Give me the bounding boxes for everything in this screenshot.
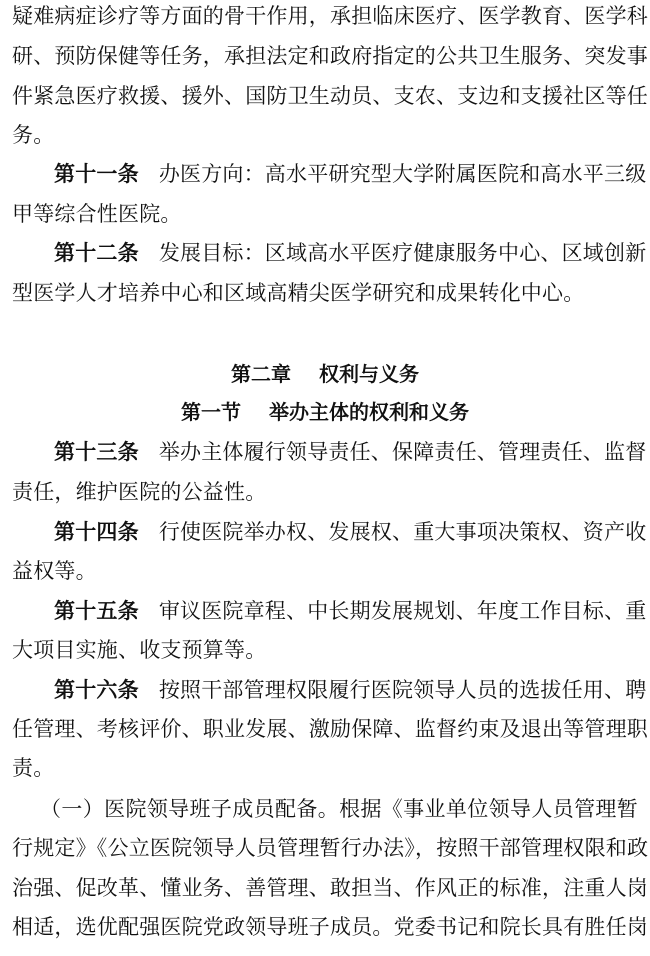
article-number: 第十六条 <box>54 677 139 702</box>
article-text: 发展目标：区域高水平医疗健康服务中心、区域创新 <box>158 241 647 265</box>
text-line: 责任，维护医院的公益性。 <box>12 480 267 504</box>
text-line: 大项目实施、收支预算等。 <box>12 638 267 662</box>
chapter-title: 权利与义务 <box>319 362 419 386</box>
article-14 <box>12 519 647 545</box>
section-number: 第一节 <box>181 400 241 424</box>
article-number: 第十二条 <box>54 240 139 265</box>
text-line: 相适，选优配强医院党政领导班子成员。党委书记和院长具有胜任岗 <box>12 915 648 939</box>
text-line: 型医学人才培养中心和区域高精尖医学研究和成果转化中心。 <box>12 281 585 305</box>
article-12 <box>12 240 647 266</box>
article-text: 按照干部管理权限履行医院领导人员的选拔任用、聘 <box>158 678 647 702</box>
chapter-number: 第二章 <box>231 362 291 386</box>
text-line: 疑难病症诊疗等方面的骨干作用，承担临床医疗、医学教育、医学科 <box>12 4 648 28</box>
article-11 <box>12 161 647 187</box>
article-number: 第十三条 <box>54 439 139 464</box>
section-heading <box>0 399 650 425</box>
text-line: 益权等。 <box>12 559 97 583</box>
section-title: 举办主体的权利和义务 <box>269 400 469 424</box>
article-text: 行使医院举办权、发展权、重大事项决策权、资产收 <box>158 520 647 544</box>
text-line: 件紧急医疗救援、援外、国防卫生动员、支农、支边和支援社区等任 <box>12 84 648 108</box>
text-line: （一）医院领导班子成员配备。根据《事业单位领导人员管理暂 <box>40 797 638 821</box>
article-text: 审议医院章程、中长期发展规划、年度工作目标、重 <box>158 599 647 623</box>
article-number: 第十一条 <box>54 161 139 186</box>
text-line: 行规定》《公立医院领导人员管理暂行办法》，按照干部管理权限和政 <box>12 836 649 860</box>
article-15 <box>12 598 647 624</box>
text-line: 研、预防保健等任务，承担法定和政府指定的公共卫生服务、突发事 <box>12 44 648 68</box>
article-number: 第十五条 <box>54 598 139 623</box>
text-line: 甲等综合性医院。 <box>12 202 182 226</box>
text-line: 治强、促改革、懂业务、善管理、敢担当、作风正的标准，注重人岗 <box>12 876 648 900</box>
text-line: 务。 <box>12 123 55 147</box>
article-text: 举办主体履行领导责任、保障责任、管理责任、监督 <box>158 440 647 464</box>
article-number: 第十四条 <box>54 519 139 544</box>
text-line: 任管理、考核评价、职业发展、激励保障、监督约束及退出等管理职 <box>12 717 648 741</box>
chapter-heading <box>0 361 650 387</box>
article-13 <box>12 439 647 465</box>
text-line: 责。 <box>12 756 55 780</box>
article-text: 办医方向：高水平研究型大学附属医院和高水平三级 <box>158 162 647 186</box>
article-16 <box>12 677 647 703</box>
